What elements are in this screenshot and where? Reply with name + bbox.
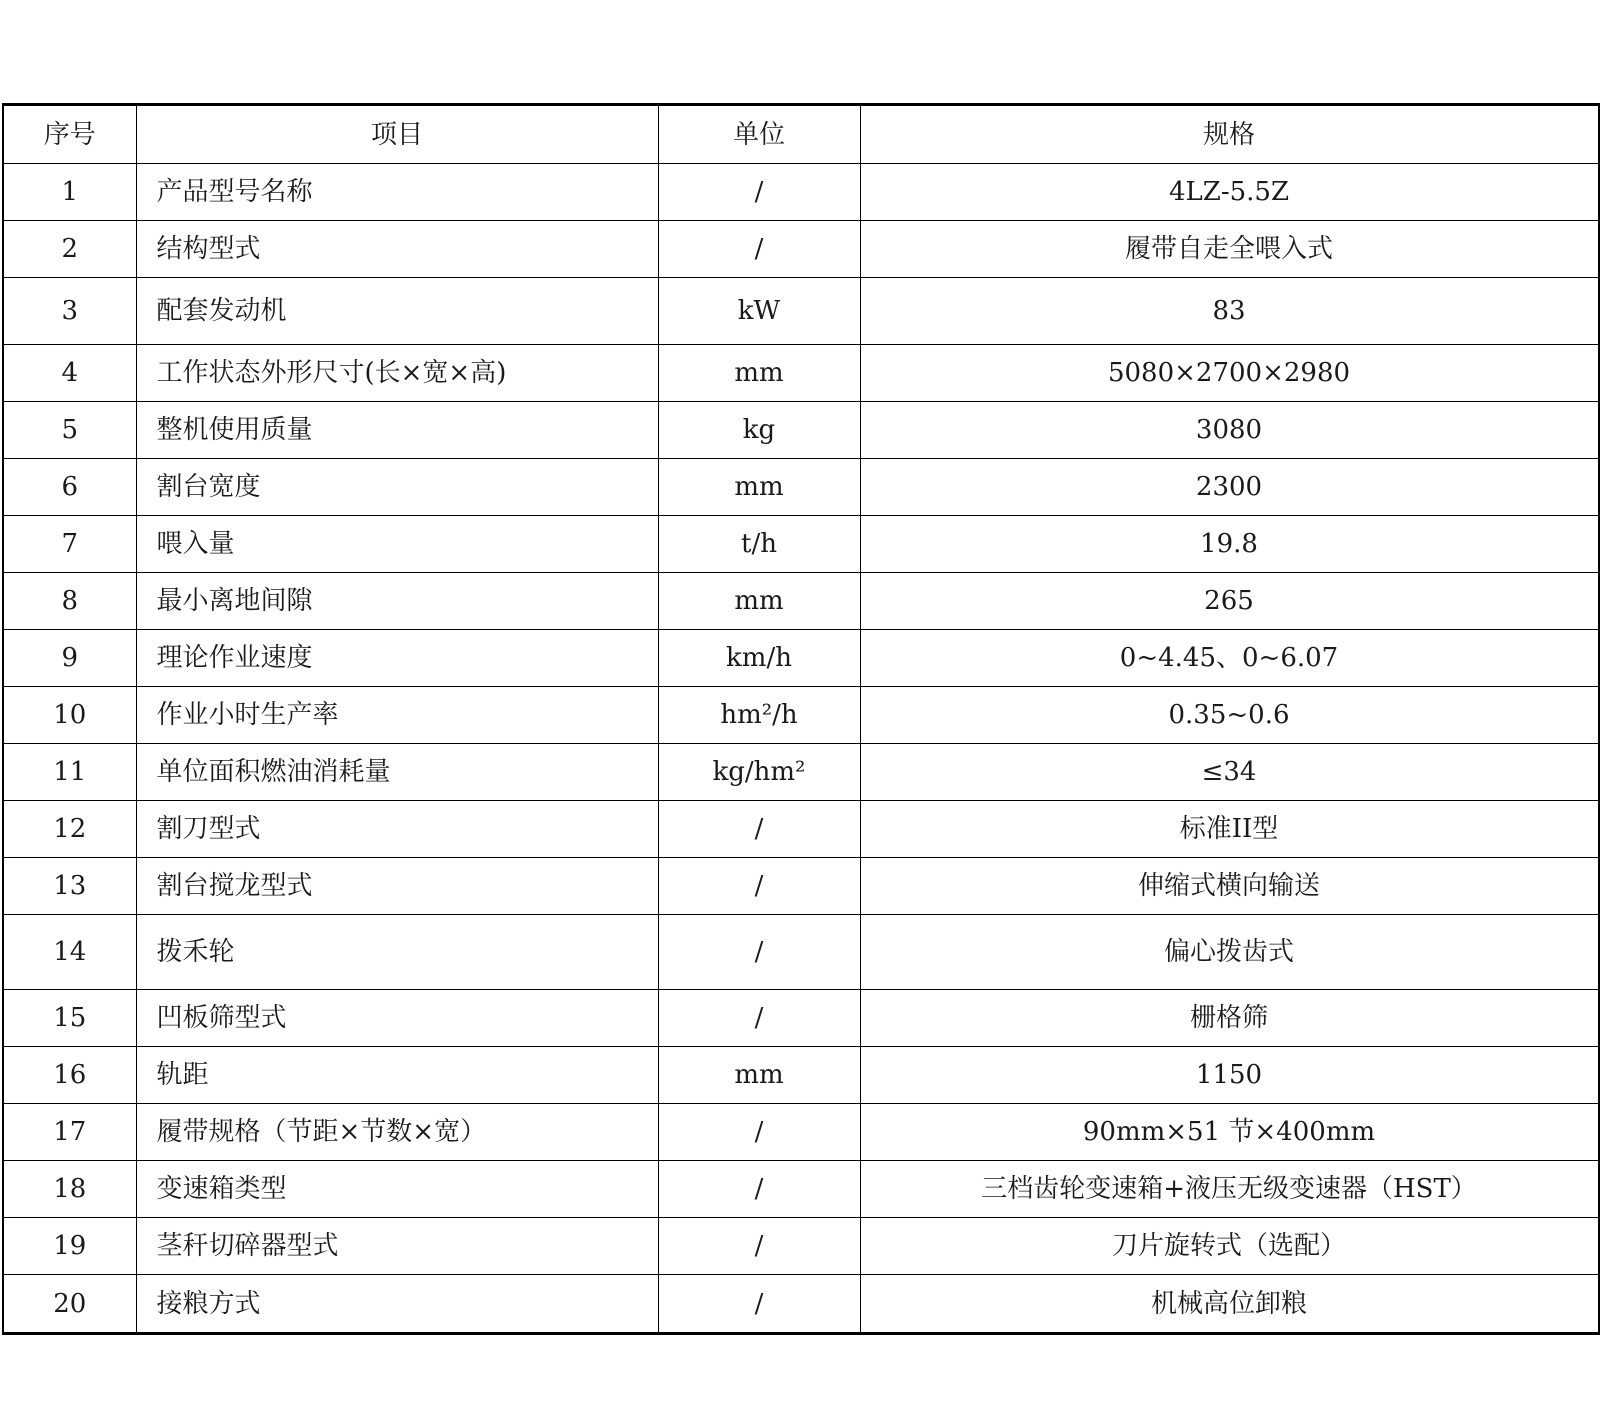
cell-unit: /	[658, 915, 860, 990]
table-row	[3, 1218, 1599, 1275]
cell-unit: /	[658, 221, 860, 278]
cell-unit: kg/hm²	[658, 744, 860, 801]
cell-no: 19	[3, 1218, 136, 1275]
cell-spec: 19.8	[860, 516, 1599, 573]
cell-no: 11	[3, 744, 136, 801]
cell-unit: /	[658, 1161, 860, 1218]
cell-no: 5	[3, 402, 136, 459]
cell-unit: mm	[658, 459, 860, 516]
table-row	[3, 459, 1599, 516]
cell-spec: 5080×2700×2980	[860, 345, 1599, 402]
spec-table	[2, 103, 1600, 1335]
cell-spec: 90mm×51 节×400mm	[860, 1104, 1599, 1161]
cell-unit: mm	[658, 573, 860, 630]
cell-unit: /	[658, 1218, 860, 1275]
cell-no: 12	[3, 801, 136, 858]
cell-item: 割刀型式	[136, 801, 658, 858]
table-row	[3, 630, 1599, 687]
table-row	[3, 1104, 1599, 1161]
table-row	[3, 915, 1599, 990]
header-row	[3, 105, 1599, 164]
header-no: 序号	[3, 105, 136, 164]
cell-unit: km/h	[658, 630, 860, 687]
cell-spec: 4LZ-5.5Z	[860, 164, 1599, 221]
table-row	[3, 1047, 1599, 1104]
cell-unit: /	[658, 164, 860, 221]
header-item: 项目	[136, 105, 658, 164]
cell-no: 18	[3, 1161, 136, 1218]
cell-no: 14	[3, 915, 136, 990]
cell-item: 作业小时生产率	[136, 687, 658, 744]
cell-item: 割台搅龙型式	[136, 858, 658, 915]
cell-spec: 偏心拨齿式	[860, 915, 1599, 990]
table-row	[3, 1161, 1599, 1218]
cell-item: 配套发动机	[136, 278, 658, 345]
table-row	[3, 744, 1599, 801]
cell-no: 4	[3, 345, 136, 402]
table-row	[3, 516, 1599, 573]
cell-no: 17	[3, 1104, 136, 1161]
cell-item: 茎秆切碎器型式	[136, 1218, 658, 1275]
cell-spec: 履带自走全喂入式	[860, 221, 1599, 278]
cell-item: 凹板筛型式	[136, 990, 658, 1047]
table-row	[3, 1275, 1599, 1334]
table-row	[3, 221, 1599, 278]
cell-item: 拨禾轮	[136, 915, 658, 990]
cell-no: 16	[3, 1047, 136, 1104]
cell-no: 8	[3, 573, 136, 630]
cell-no: 7	[3, 516, 136, 573]
cell-spec: 2300	[860, 459, 1599, 516]
cell-item: 整机使用质量	[136, 402, 658, 459]
cell-unit: kW	[658, 278, 860, 345]
cell-unit: hm²/h	[658, 687, 860, 744]
cell-unit: t/h	[658, 516, 860, 573]
cell-spec: 3080	[860, 402, 1599, 459]
cell-no: 13	[3, 858, 136, 915]
table-row	[3, 278, 1599, 345]
cell-item: 结构型式	[136, 221, 658, 278]
cell-no: 20	[3, 1275, 136, 1334]
cell-spec: 标准II型	[860, 801, 1599, 858]
cell-spec: ≤34	[860, 744, 1599, 801]
cell-item: 喂入量	[136, 516, 658, 573]
cell-spec: 栅格筛	[860, 990, 1599, 1047]
cell-item: 变速箱类型	[136, 1161, 658, 1218]
cell-spec: 伸缩式横向输送	[860, 858, 1599, 915]
cell-item: 单位面积燃油消耗量	[136, 744, 658, 801]
header-spec: 规格	[860, 105, 1599, 164]
cell-spec: 刀片旋转式（选配）	[860, 1218, 1599, 1275]
cell-unit: mm	[658, 345, 860, 402]
cell-no: 2	[3, 221, 136, 278]
table-row	[3, 402, 1599, 459]
table-row	[3, 687, 1599, 744]
table-row	[3, 573, 1599, 630]
cell-item: 割台宽度	[136, 459, 658, 516]
cell-spec: 83	[860, 278, 1599, 345]
cell-item: 最小离地间隙	[136, 573, 658, 630]
cell-no: 15	[3, 990, 136, 1047]
cell-unit: kg	[658, 402, 860, 459]
table-row	[3, 858, 1599, 915]
cell-no: 10	[3, 687, 136, 744]
cell-unit: /	[658, 1275, 860, 1334]
cell-no: 1	[3, 164, 136, 221]
table-row	[3, 990, 1599, 1047]
cell-spec: 0.35~0.6	[860, 687, 1599, 744]
cell-spec: 机械高位卸粮	[860, 1275, 1599, 1334]
cell-unit: mm	[658, 1047, 860, 1104]
cell-no: 6	[3, 459, 136, 516]
cell-spec: 三档齿轮变速箱+液压无级变速器（HST）	[860, 1161, 1599, 1218]
table-row	[3, 345, 1599, 402]
cell-unit: /	[658, 801, 860, 858]
cell-unit: /	[658, 1104, 860, 1161]
cell-item: 轨距	[136, 1047, 658, 1104]
cell-unit: /	[658, 858, 860, 915]
cell-spec: 265	[860, 573, 1599, 630]
cell-no: 3	[3, 278, 136, 345]
cell-item: 工作状态外形尺寸(长×宽×高)	[136, 345, 658, 402]
cell-item: 产品型号名称	[136, 164, 658, 221]
cell-spec: 1150	[860, 1047, 1599, 1104]
cell-item: 理论作业速度	[136, 630, 658, 687]
table-row	[3, 164, 1599, 221]
table-row	[3, 801, 1599, 858]
cell-item: 履带规格（节距×节数×宽）	[136, 1104, 658, 1161]
cell-spec: 0~4.45、0~6.07	[860, 630, 1599, 687]
cell-no: 9	[3, 630, 136, 687]
cell-unit: /	[658, 990, 860, 1047]
cell-item: 接粮方式	[136, 1275, 658, 1334]
header-unit: 单位	[658, 105, 860, 164]
